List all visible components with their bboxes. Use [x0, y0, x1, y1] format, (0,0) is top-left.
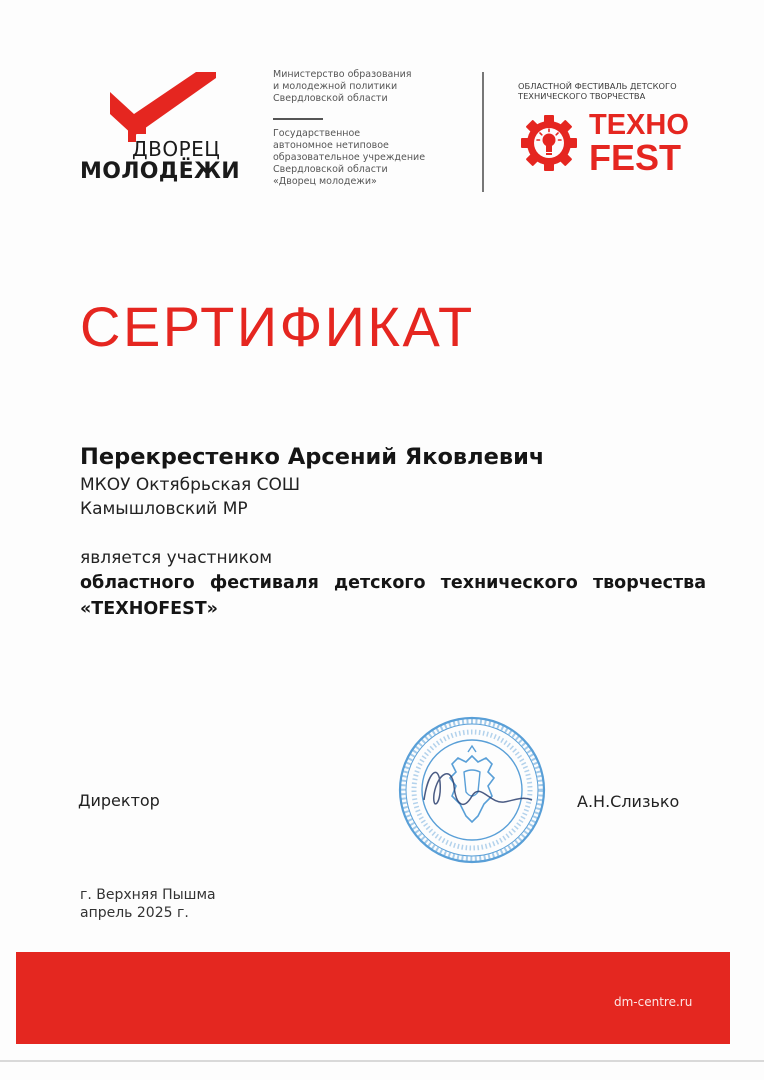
ministry-line: Министерство образования: [273, 69, 412, 80]
logo-word-dvorets: ДВОРЕЦ: [132, 137, 221, 161]
header-vertical-separator: [482, 72, 484, 192]
institution-line: образовательное учреждение: [273, 152, 426, 163]
institution-name: [273, 128, 453, 188]
institution-line: «Дворец молодежи»: [273, 176, 377, 187]
institution-line: автономное нетиповое: [273, 140, 389, 151]
institution-line: Свердловской области: [273, 164, 388, 175]
gear-bulb-icon: [519, 113, 579, 173]
header-divider: [273, 118, 323, 120]
institution-line: Государственное: [273, 128, 361, 139]
recipient-name: Перекрестенко Арсений Яковлевич: [80, 444, 545, 470]
ministry-line: и молодежной политики: [273, 81, 398, 92]
participant-text: является участником: [80, 548, 273, 568]
logo-word-molodezhi: МОЛОДЁЖИ: [80, 159, 240, 184]
issue-place: г. Верхняя Пышма: [80, 887, 216, 903]
festival-full-name: областного фестиваля детского технического творчества «TEXHOFEST»: [80, 573, 706, 619]
festival-logo-word-fest: FEST: [589, 137, 682, 178]
scan-edge-line: [0, 1060, 764, 1062]
issue-date: апрель 2025 г.: [80, 905, 189, 921]
festival-subtitle: [518, 81, 677, 101]
certificate-title: СЕРТИФИКАТ: [80, 295, 475, 358]
website-url: dm-centre.ru: [614, 995, 693, 1009]
festival-subtitle-line: ТЕХНИЧЕСКОГО ТВОРЧЕСТВА: [518, 91, 646, 101]
coat-of-arms-stamp-icon: [394, 712, 550, 868]
recipient-district: Камышловский МР: [80, 499, 248, 519]
signatory-name: А.Н.Слизько: [577, 792, 680, 811]
festival-subtitle-line: ОБЛАСТНОЙ ФЕСТИВАЛЬ ДЕТСКОГО: [518, 81, 677, 91]
signatory-position: Директор: [78, 791, 160, 810]
ministry-line: Свердловской области: [273, 93, 388, 104]
recipient-school: МКОУ Октябрьская СОШ: [80, 475, 301, 495]
festival-logo-word-techno: ТЕХНО: [589, 109, 689, 141]
ministry-name: [273, 69, 453, 105]
